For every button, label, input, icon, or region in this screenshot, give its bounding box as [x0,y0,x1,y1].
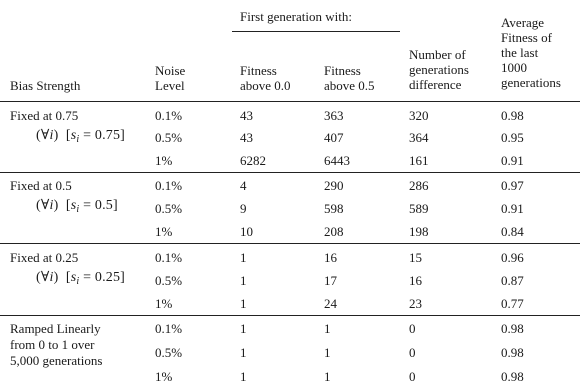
cell-average-fitness: 0.95 [501,130,524,145]
bias-formula: (∀i) $[s_i = 0.5]$ [36,198,118,215]
cell-noise: 0.5% [155,201,183,216]
cell-fitness-above-05: 24 [324,296,337,311]
cell-average-fitness: 0.96 [501,250,524,265]
cell-generations-difference: 23 [409,296,422,311]
bias-label: Fixed at 0.75 [10,108,79,123]
cell-average-fitness: 0.84 [501,224,524,239]
cell-generations-difference: 286 [409,178,429,193]
cell-average-fitness: 0.97 [501,178,524,193]
cell-fitness-above-0: 9 [240,201,247,216]
header-group-rule [232,31,400,32]
cell-fitness-above-0: 1 [240,321,247,336]
cell-fitness-above-05: 363 [324,108,344,123]
cell-average-fitness: 0.87 [501,273,524,288]
cell-average-fitness: 0.91 [501,153,524,168]
cell-noise: 1% [155,296,173,311]
bias-label: from 0 to 1 over [10,337,95,352]
cell-fitness-above-05: 1 [324,369,331,384]
cell-fitness-above-05: 1 [324,321,331,336]
cell-noise: 0.1% [155,108,183,123]
header-average-fitness: Average Fitness of the last 1000 generations [501,15,561,90]
cell-fitness-above-05: 16 [324,250,337,265]
cell-fitness-above-0: 1 [240,369,247,384]
cell-generations-difference: 198 [409,224,429,239]
cell-noise: 0.1% [155,321,183,336]
cell-fitness-above-0: 1 [240,250,247,265]
cell-fitness-above-0: 43 [240,108,253,123]
cell-average-fitness: 0.98 [501,108,524,123]
cell-generations-difference: 0 [409,321,416,336]
header-generations-difference: Number of generations difference [409,47,469,92]
cell-generations-difference: 16 [409,273,422,288]
group-rule [0,172,580,173]
cell-average-fitness: 0.98 [501,369,524,384]
cell-noise: 0.1% [155,178,183,193]
cell-generations-difference: 0 [409,369,416,384]
bias-label: Fixed at 0.5 [10,178,72,193]
cell-fitness-above-0: 4 [240,178,247,193]
cell-noise: 0.5% [155,273,183,288]
cell-fitness-above-0: 6282 [240,153,266,168]
cell-fitness-above-0: 1 [240,345,247,360]
bias-formula: (∀i) $[s_i = 0.25]$ [36,270,126,287]
cell-noise: 1% [155,369,173,384]
cell-fitness-above-05: 17 [324,273,337,288]
cell-generations-difference: 364 [409,130,429,145]
header-noise-level: Noise Level [155,63,186,93]
group-rule [0,315,580,316]
cell-generations-difference: 161 [409,153,429,168]
cell-fitness-above-05: 1 [324,345,331,360]
bias-label: Fixed at 0.25 [10,250,79,265]
cell-generations-difference: 0 [409,345,416,360]
header-fitness-above-0: Fitness above 0.0 [240,63,291,93]
cell-fitness-above-05: 208 [324,224,344,239]
cell-noise: 0.5% [155,130,183,145]
cell-fitness-above-05: 598 [324,201,344,216]
cell-fitness-above-05: 407 [324,130,344,145]
header-bottom-rule [0,101,580,102]
cell-generations-difference: 320 [409,108,429,123]
cell-average-fitness: 0.98 [501,345,524,360]
bias-label: 5,000 generations [10,353,103,368]
header-fitness-above-05: Fitness above 0.5 [324,63,375,93]
cell-average-fitness: 0.98 [501,321,524,336]
cell-average-fitness: 0.91 [501,201,524,216]
cell-fitness-above-05: 290 [324,178,344,193]
cell-generations-difference: 589 [409,201,429,216]
header-bias-strength: Bias Strength [10,78,81,93]
cell-fitness-above-0: 43 [240,130,253,145]
cell-fitness-above-0: 1 [240,296,247,311]
cell-noise: 1% [155,153,173,168]
cell-noise: 1% [155,224,173,239]
cell-fitness-above-05: 6443 [324,153,350,168]
cell-noise: 0.1% [155,250,183,265]
header-first-generation-with: First generation with: [240,9,352,24]
bias-formula: (∀i) $[s_i = 0.75]$ [36,128,126,145]
cell-fitness-above-0: 10 [240,224,253,239]
bias-label: Ramped Linearly [10,321,101,336]
group-rule [0,243,580,244]
cell-average-fitness: 0.77 [501,296,524,311]
cell-generations-difference: 15 [409,250,422,265]
cell-noise: 0.5% [155,345,183,360]
cell-fitness-above-0: 1 [240,273,247,288]
